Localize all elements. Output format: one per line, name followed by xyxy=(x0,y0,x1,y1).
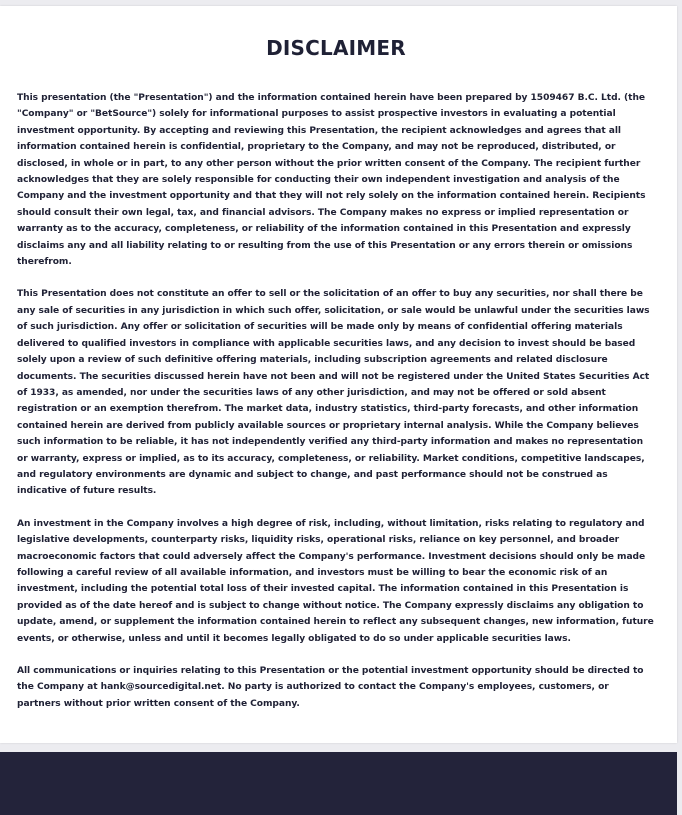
disclaimer-page xyxy=(0,6,677,743)
disclaimer-paragraph-4: All communications or inquiries relating to this Presentation or the potential investment opportunity should be directed to the Company at hank@sourcedigital.net. No party is authorized to contact the Company's employees, customers, or partners without prior written consent of the Company. xyxy=(17,666,644,709)
disclaimer-paragraph-1: This presentation (the "Presentation") and the information contained herein have been prepared by 1509467 B.C. Ltd. (the "Company" or "BetSource") solely for informational purposes to assist prospective investors in evaluating a potential investment opportunity. By accepting and reviewing this Presentation, the recipient acknowledges and agrees that all information contained herein is confidential, proprietary to the Company, and may not be reproduced, distributed, or disclosed, in whole or in part, to any other person without the prior written consent of the Company. The recipient further acknowledges that they are solely responsible for conducting their own independent investigation and analysis of the Company and the investment opportunity and that they will not rely solely on the information contained herein. Recipients should consult their own legal, tax, and financial advisors. The Company makes no express or implied representation or warranty as to the accuracy, completeness, or reliability of the information contained in this Presentation and expressly disclaims any and all liability relating to or resulting from the use of this Presentation or any errors therein or omissions therefrom. xyxy=(17,93,646,268)
dark-footer-band xyxy=(0,752,677,815)
disclaimer-paragraph-3: An investment in the Company involves a high degree of risk, including, without limitation, risks relating to regulatory and legislative developments, counterparty risks, liquidity risks, operational risks, reliance on key personnel, and broader macroeconomic factors that could adversely affect the Company's performance. Investment decisions should only be made following a careful review of all available information, and investors must be willing to bear the economic risk of an investment, including the potential total loss of their invested capital. The information contained in this Presentation is provided as of the date hereof and is subject to change without notice. The Company expressly disclaims any obligation to update, amend, or supplement the information contained herein to reflect any subsequent changes, new information, future events, or otherwise, unless and until it becomes legally obligated to do so under applicable securities laws. xyxy=(17,518,654,644)
page-title: DISCLAIMER xyxy=(266,36,406,60)
disclaimer-paragraph-2: This Presentation does not constitute an offer to sell or the solicitation of an offer to buy any securities, nor shall there be any sale of securities in any jurisdiction in which such offer, solicitation, or sale would be unlawful under the securities laws of such jurisdiction. Any offer or solicitation of securities will be made only by means of confidential offering materials delivered to qualified investors in compliance with applicable securities laws, and any decision to invest should be based solely upon a review of such definitive offering materials, including subscription agreements and related disclosure documents. The securities discussed herein have not been and will not be registered under the United States Securities Act of 1933, as amended, nor under the securities laws of any other jurisdiction, and may not be offered or sold absent registration or an exemption therefrom. The market data, industry statistics, third-party forecasts, and other information contained herein are derived from publicly available sources or proprietary internal analysis. While the Company believes such information to be reliable, it has not independently verified any third-party information and makes no representation or warranty, express or implied, as to its accuracy, completeness, or reliability. Market conditions, competitive landscapes, and regulatory environments are dynamic and subject to change, and past performance should not be construed as indicative of future results. xyxy=(17,289,650,497)
